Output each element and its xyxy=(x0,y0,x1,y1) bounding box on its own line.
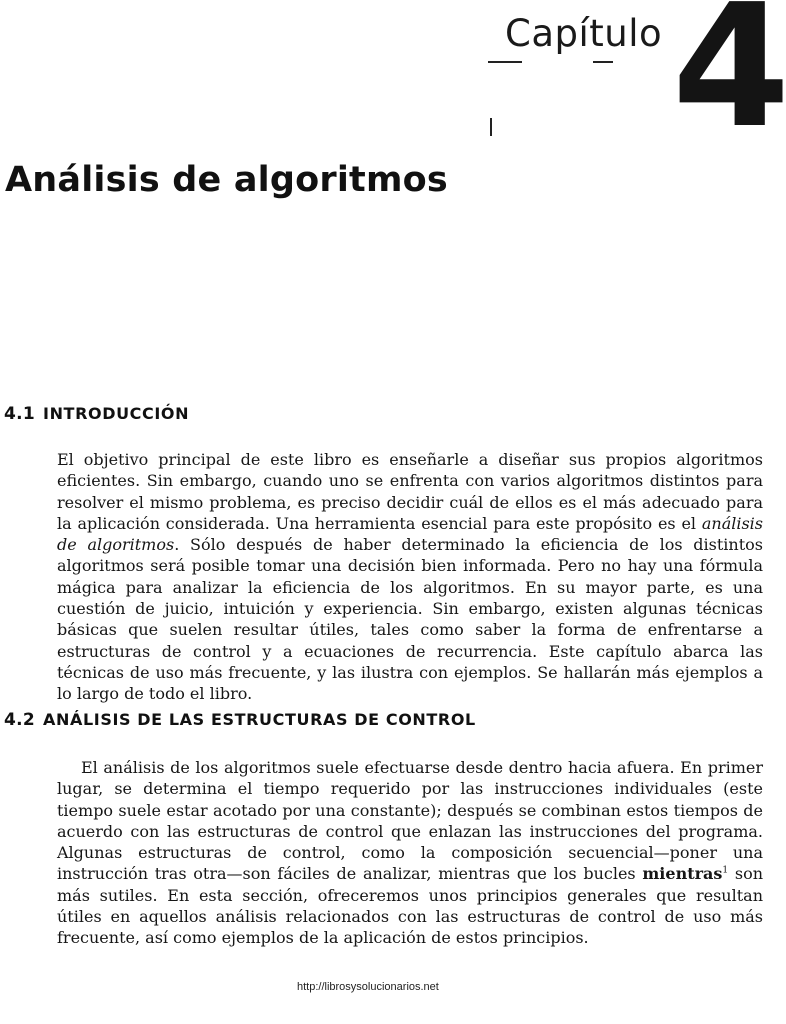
paragraph-text: . Sólo después de haber determinado la eficiencia de los distintos algoritmos será posible tomar una decisión bien informada. Pero no hay una fórmula mágica para analizar la eficiencia de los algoritmos. En su mayor parte, es una cuestión de juicio, intuición y experiencia. Sin embargo, existen algunas técnicas básicas que suelen resultar útiles, tales como saber la forma de enfrentarse a estructuras de control y a ecuaciones de recurrencia. Este capítulo abarca las técnicas de uso más frecuente, y las ilustra con ejemplos. Se hallarán más ejemplos a lo largo de todo el libro. xyxy=(57,535,764,704)
emphasis-term: análisis de algoritmos xyxy=(57,513,763,555)
paragraph-estructuras-control xyxy=(57,757,763,949)
paragraph-text: El análisis de los algoritmos suele efectuarse desde dentro hacia afuera. En primer lugar, se determina el tiempo requerido por las instrucciones individuales (este tiempo suele estar acotado por una constante); después se combinan estos tiempos de acuerdo con las estructuras de control que enlazan las instrucciones del programa. Algunas estructuras de control, como la composición secuencial—poner una instrucción tras otra—son fáciles de analizar, mientras que los bucles xyxy=(57,758,763,884)
section-heading-introduccion xyxy=(4,404,189,424)
section-heading-estructuras-control xyxy=(4,710,476,730)
paragraph-text: El objetivo principal de este libro es enseñarle a diseñar sus propios algoritmos eficientes. Sin embargo, cuando uno se enfrenta con varios algoritmos distintos para resolver el mismo problema, es preciso decidir cuál de ellos es el más adecuado para la aplicación considerada. Una herramienta esencial para este propósito es el xyxy=(57,450,763,533)
chapter-label: Capítulo xyxy=(505,12,663,55)
footnote-ref[interactable]: 1 xyxy=(722,866,729,877)
section-title: INTRODUCCIÓN xyxy=(43,404,190,423)
section-number: 4.1 xyxy=(4,404,36,424)
page-title: Análisis de algoritmos xyxy=(5,160,448,200)
paragraph-introduccion xyxy=(57,449,763,705)
keyword-mientras: mientras xyxy=(642,864,723,884)
chapter-rule-left xyxy=(488,61,522,63)
paragraph-text: son más sutiles. En esta sección, ofreceremos unos principios generales que resultan útiles en aquellos análisis relacionados con las estructuras de control de uso más frecuente, así como ejemplos de la aplicación de estos principios. xyxy=(57,864,764,948)
chapter-number: 4 xyxy=(672,0,786,166)
footer-url[interactable]: http://librosysolucionarios.net xyxy=(297,981,439,993)
section-number: 4.2 xyxy=(4,710,36,730)
section-title: ANÁLISIS DE LAS ESTRUCTURAS DE CONTROL xyxy=(43,710,476,729)
chapter-rule-mid xyxy=(593,61,613,63)
chapter-tick-mark xyxy=(490,118,492,136)
